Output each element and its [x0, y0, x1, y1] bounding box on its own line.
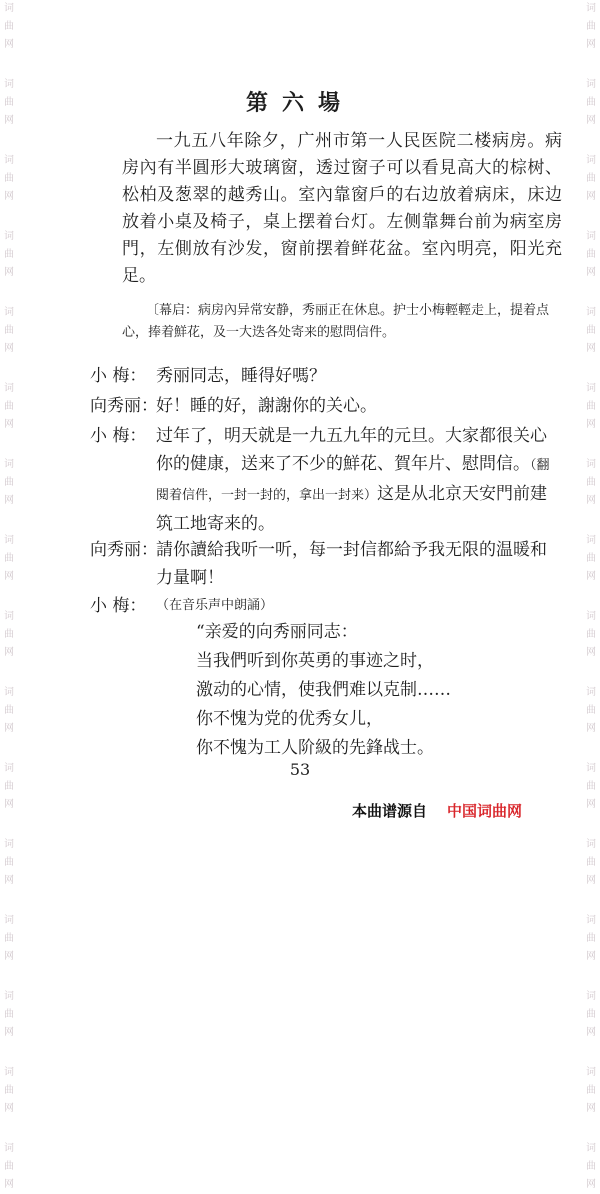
watermark-left	[2, 0, 16, 1190]
watermark-text: 词曲网	[586, 231, 596, 278]
watermark-text: 词曲网	[4, 231, 14, 278]
watermark-text: 词曲网	[586, 687, 596, 734]
source-site-link[interactable]: 中国词曲网	[447, 802, 523, 820]
poem	[196, 618, 451, 763]
dialogue-line	[90, 422, 560, 538]
watermark-text: 词曲网	[4, 611, 14, 658]
dialogue-line	[90, 362, 560, 390]
watermark-text: 词曲网	[586, 839, 596, 886]
watermark-text: 词曲网	[4, 915, 14, 962]
speaker-name: 向秀丽：	[90, 396, 158, 416]
watermark-text: 词曲网	[4, 535, 14, 582]
watermark-text: 词曲网	[4, 383, 14, 430]
dialogue-text: 請你讀給我听一听，每一封信都給予我无限的温暖和力量啊！	[156, 540, 547, 588]
poem-line: 当我們听到你英勇的事迹之时，	[196, 651, 434, 671]
dialogue-text: 过年了，明天就是一九五九年的元旦。大家都很关心你的健康，送来了不少的鮮花、賀年片、慰問信。	[156, 426, 547, 474]
page-number: 53	[289, 760, 311, 779]
watermark-text: 词曲网	[4, 1067, 14, 1114]
watermark-text: 词曲网	[586, 383, 596, 430]
watermark-text: 词曲网	[4, 459, 14, 506]
stage-note: （翻閱着信件，一封一封的，拿出一封来）	[156, 458, 550, 503]
source-credit	[352, 800, 522, 821]
page-title: 第六場	[245, 90, 354, 116]
dialogue-line	[90, 536, 560, 592]
speaker-name: 向秀丽：	[90, 540, 158, 560]
watermark-text: 词曲网	[586, 991, 596, 1038]
poem-line: “亲爱的向秀丽同志：	[196, 622, 358, 642]
speaker-name: 小 梅：	[90, 596, 147, 616]
watermark-text: 词曲网	[586, 1143, 596, 1190]
dialogue-line	[90, 392, 560, 420]
stage-direction: 〔幕启：病房內异常安静，秀丽正在休息。护士小梅輕輕走上，提着点心，捧着鮮花，及一大迭各处寄来的慰問信件。	[122, 303, 550, 340]
speaker-name: 小 梅：	[90, 426, 147, 446]
watermark-text: 词曲网	[586, 763, 596, 810]
watermark-text: 词曲网	[586, 915, 596, 962]
watermark-text: 词曲网	[586, 155, 596, 202]
scene-description: 一九五八年除夕，广州市第一人民医院二楼病房。病房內有半圓形大玻璃窗，透过窗子可以看見高大的棕树、松柏及葱翠的越秀山。室內靠窗戶的右边放着病床，床边放着小桌及椅子，桌上摆着台灯。左侧靠舞台前为病室房門，左側放有沙发，窗前摆着鲜花盆。室內明亮，阳光充足。	[122, 131, 562, 286]
watermark-text: 词曲网	[4, 155, 14, 202]
watermark-text: 词曲网	[586, 79, 596, 126]
dialogue-line	[90, 592, 560, 620]
stage-note: （在音乐声中朗誦）	[156, 598, 274, 613]
watermark-text: 词曲网	[4, 839, 14, 886]
watermark-text: 词曲网	[586, 1067, 596, 1114]
watermark-text: 词曲网	[4, 1143, 14, 1190]
watermark-text: 词曲网	[586, 3, 596, 50]
watermark-text: 词曲网	[4, 687, 14, 734]
watermark-text: 词曲网	[4, 991, 14, 1038]
watermark-text: 词曲网	[4, 3, 14, 50]
watermark-right	[584, 0, 598, 1190]
watermark-text: 词曲网	[586, 307, 596, 354]
speaker-name: 小 梅：	[90, 366, 147, 386]
dialogue-text: 好！睡的好，謝謝你的关心。	[156, 396, 377, 416]
watermark-text: 词曲网	[586, 535, 596, 582]
poem-line: 你不愧为工人阶級的先鋒战士。	[196, 738, 434, 758]
source-label: 本曲谱源自	[352, 802, 428, 820]
dialogue-text: 秀丽同志，睡得好嗎？	[156, 366, 326, 386]
watermark-text: 词曲网	[586, 611, 596, 658]
dialogue-text: 这是从北京天安門前建筑工地寄来的。	[156, 484, 548, 534]
poem-line: 你不愧为党的优秀女儿，	[196, 709, 383, 729]
watermark-text: 词曲网	[4, 307, 14, 354]
watermark-text: 词曲网	[4, 79, 14, 126]
watermark-text: 词曲网	[4, 763, 14, 810]
poem-line: 激动的心情，使我們难以克制……	[196, 680, 451, 700]
watermark-text: 词曲网	[586, 459, 596, 506]
